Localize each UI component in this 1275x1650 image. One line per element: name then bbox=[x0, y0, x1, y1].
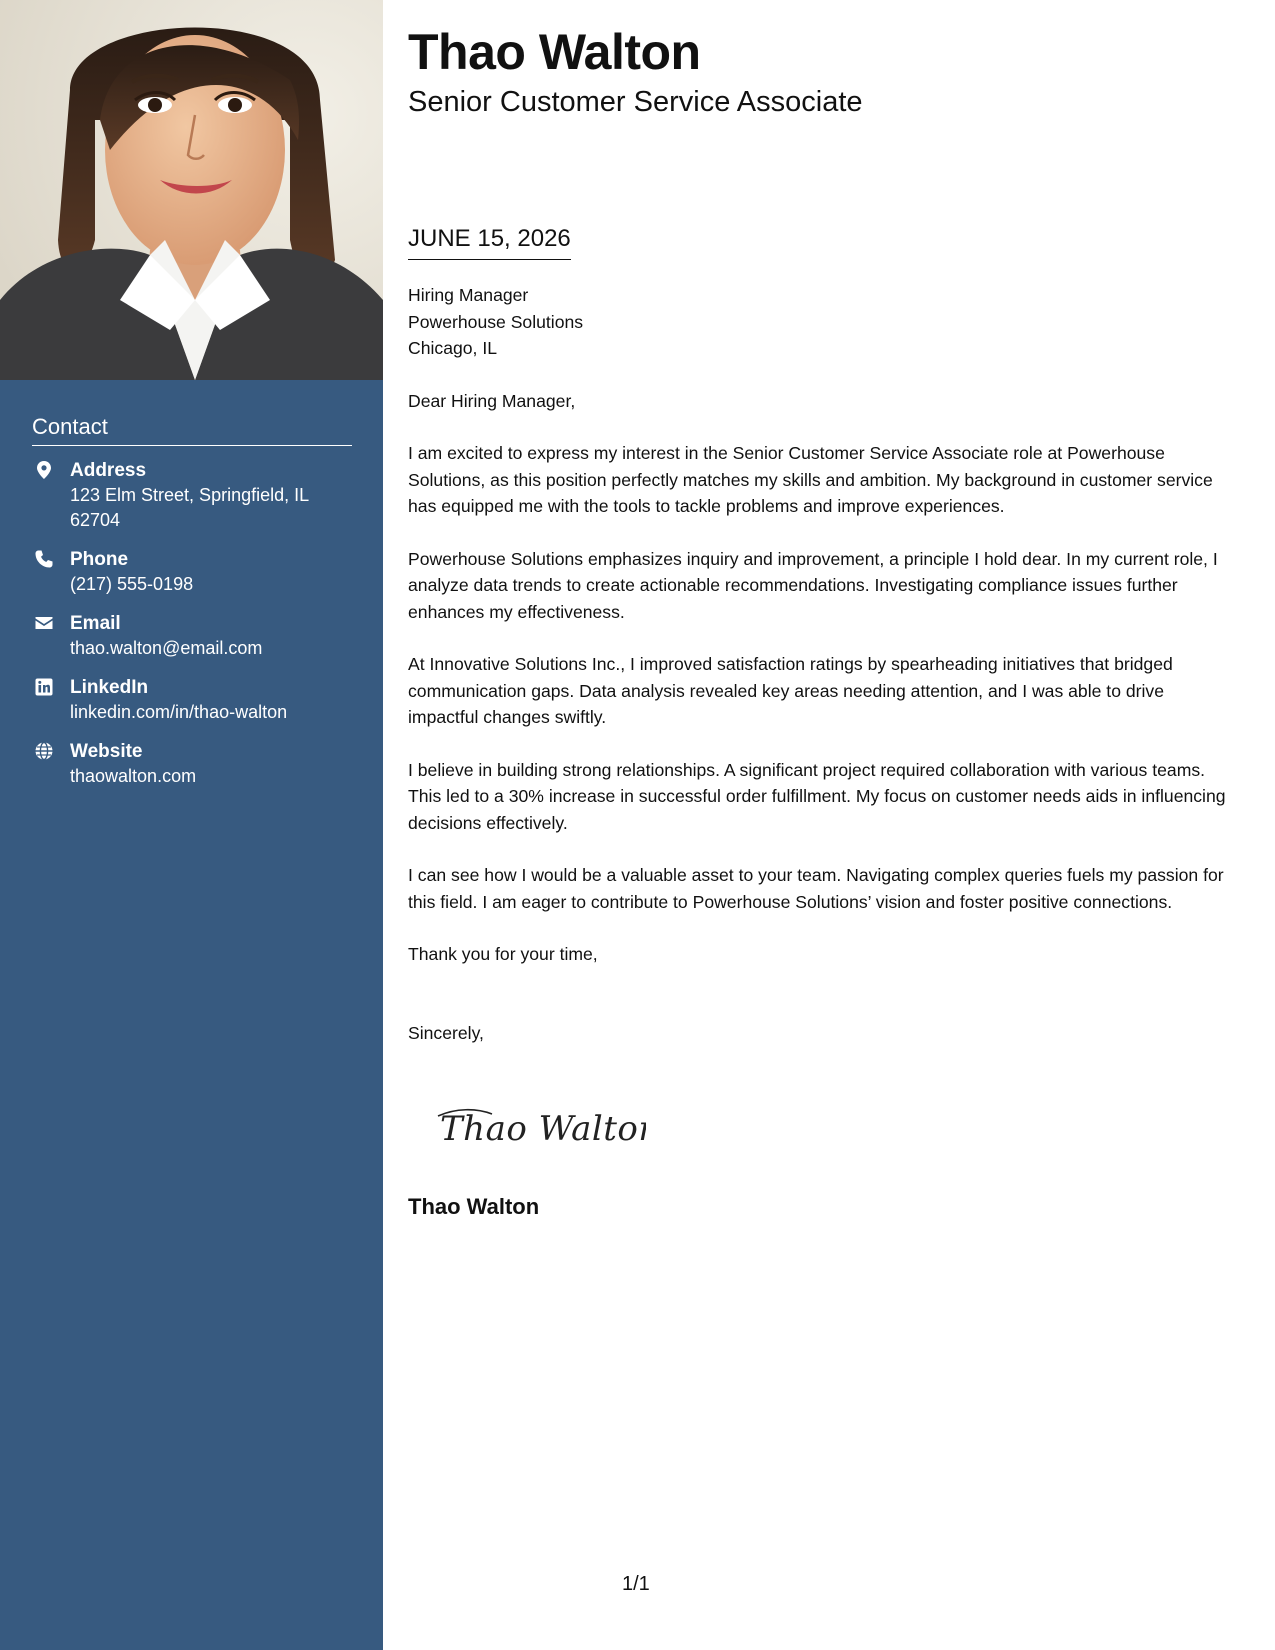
contact-website bbox=[32, 739, 352, 789]
page-number: 1/1 bbox=[622, 1573, 650, 1595]
applicant-job-title: Senior Customer Service Associate bbox=[408, 86, 863, 118]
contact-label: Website bbox=[70, 741, 143, 762]
linkedin-icon bbox=[34, 677, 54, 697]
letter-body bbox=[408, 282, 1238, 1072]
body-paragraph: I can see how I would be a valuable asset to your team. Navigating complex queries fuels my passion for this field. I am eager to contribute to Powerhouse Solutions’ vision and foster positive connections. bbox=[408, 865, 1224, 912]
signature-script: Thao Walton bbox=[440, 1109, 646, 1149]
envelope-icon bbox=[34, 613, 54, 633]
recipient-line: Chicago, IL bbox=[408, 338, 497, 358]
body-paragraph: I believe in building strong relationships. A significant project required collaboration with various teams. This led to a 30% increase in successful order fulfillment. My focus on customer needs aids in influencing decisions effectively. bbox=[408, 759, 1226, 833]
letter-date: JUNE 15, 2026 bbox=[408, 222, 571, 260]
map-pin-icon bbox=[34, 460, 54, 480]
thanks-line: Thank you for your time, bbox=[408, 944, 598, 964]
contact-linkedin bbox=[32, 675, 352, 725]
recipient-block bbox=[408, 282, 1238, 362]
contact-email bbox=[32, 611, 352, 661]
body-paragraph: Powerhouse Solutions emphasizes inquiry and improvement, a principle I hold dear. In my current role, I analyze data trends to create actionable recommendations. Investigating compliance issues further enhances my effectiveness. bbox=[408, 548, 1218, 622]
phone-icon bbox=[34, 549, 54, 569]
recipient-line: Hiring Manager bbox=[408, 285, 529, 305]
signer-name: Thao Walton bbox=[408, 1194, 540, 1219]
contact-heading: Contact bbox=[32, 412, 352, 446]
contact-label: Address bbox=[70, 460, 147, 481]
contact-value: 123 Elm Street, Springfield, IL 62704 bbox=[70, 485, 309, 530]
sidebar bbox=[0, 0, 383, 1650]
profile-photo bbox=[0, 0, 383, 380]
contact-value[interactable]: thao.walton@email.com bbox=[70, 638, 263, 658]
closing-line: Sincerely, bbox=[408, 1022, 484, 1043]
salutation: Dear Hiring Manager, bbox=[408, 390, 576, 411]
applicant-name: Thao Walton bbox=[408, 24, 701, 80]
body-paragraph: At Innovative Solutions Inc., I improved satisfaction ratings by spearheading initiatives that bridged communication gaps. Data analysis revealed key areas needing attention, and I was able to drive impactful changes swiftly. bbox=[408, 654, 1173, 727]
contact-value[interactable]: (217) 555-0198 bbox=[70, 574, 194, 594]
contact-label: LinkedIn bbox=[70, 677, 149, 698]
handwritten-signature bbox=[436, 1102, 646, 1159]
contact-phone bbox=[32, 547, 352, 597]
contact-address bbox=[32, 458, 352, 533]
contact-label: Email bbox=[70, 613, 121, 634]
globe-icon bbox=[34, 741, 54, 761]
contact-value[interactable]: thaowalton.com bbox=[70, 766, 197, 786]
recipient-line: Powerhouse Solutions bbox=[408, 311, 584, 332]
body-paragraph: I am excited to express my interest in the Senior Customer Service Associate role at Powerhouse Solutions, as this position perfectly matches my skills and ambition. My background in customer service has equipped me with the tools to tackle problems and improve experiences. bbox=[408, 443, 1213, 516]
contact-section bbox=[32, 412, 352, 803]
contact-value[interactable]: linkedin.com/in/thao-walton bbox=[70, 702, 288, 722]
contact-label: Phone bbox=[70, 549, 129, 570]
